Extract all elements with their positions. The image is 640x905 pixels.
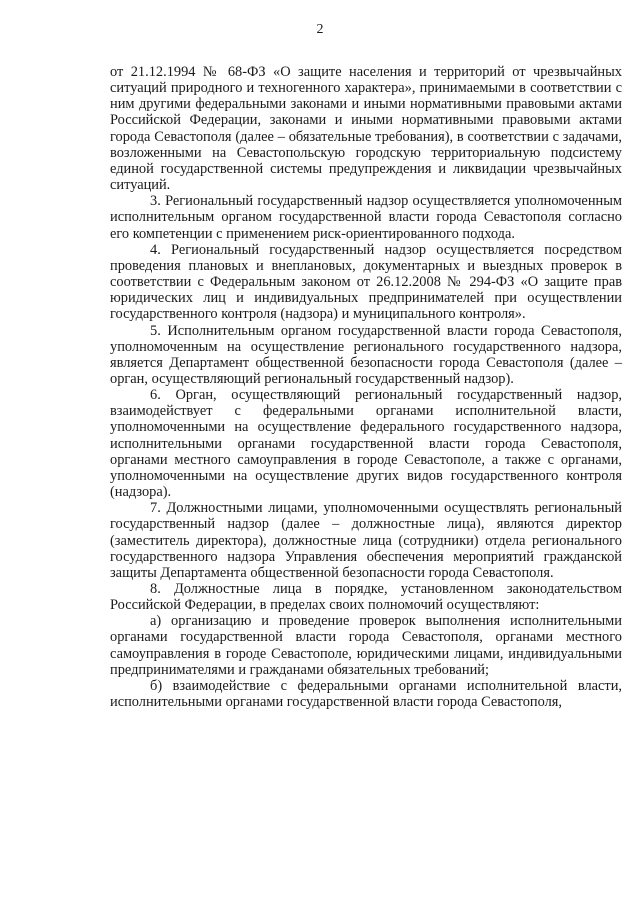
paragraph-8: 8. Должностные лица в порядке, установленном законодательством Российской Федерации, в пределах своих полномочий осуществляют: bbox=[110, 581, 622, 614]
document-body bbox=[110, 64, 622, 710]
paragraph-8b: б) взаимодействие с федеральными органами исполнительной власти, исполнительными органами государственной власти города Севастополя, bbox=[110, 677, 622, 711]
paragraph-7: 7. Должностными лицами, уполномоченными осуществлять региональный государственный надзор (далее – должностные лица), являются директор (заместитель директора), должностные лица (сотрудники) отдела регионального государственного надзора Управления обеспечения мероприятий гражданской защиты Департамента общественной безопасности города Севастополя. bbox=[110, 500, 622, 581]
paragraph-6: 6. Орган, осуществляющий региональный государственный надзор, взаимодействует с федеральными органами исполнительной власти, уполномоченными на осуществление федерального государственного надзора, исполнительными органами государственной власти города Севастополя, органами местного самоуправления в городе Севастополе, а также с органами, уполномоченными на осуществление других видов государственного контроля (надзора). bbox=[110, 387, 622, 501]
paragraph-8a: а) организацию и проведение проверок выполнения исполнительными органами государственной власти города Севастополя, органами местного самоуправления в городе Севастополе, юридическими лицами, индивидуальными предпринимателями и гражданами обязательных требований; bbox=[110, 613, 622, 678]
paragraph-5: 5. Исполнительным органом государственной власти города Севастополя, уполномоченным на осуществление регионального государственного надзора, является Департамент общественной безопасности города Севастополя (далее – орган, осуществляющий региональный государственный надзор). bbox=[110, 322, 622, 387]
paragraph-continuation: от 21.12.1994 № 68-ФЗ «О защите населения и территорий от чрезвычайных ситуаций природного и техногенного характера», принимаемыми в соответствии с ним другими федеральными законами и иными нормативными правовыми актами Российской Федерации, законами и иными нормативными правовыми актами города Севастополя (далее – обязательные требования), в соответствии с задачами, возложенными на Севастопольскую городскую территориальную подсистему единой государственной системы предупреждения и ликвидации чрезвычайных ситуаций. bbox=[110, 64, 622, 194]
paragraph-3: 3. Региональный государственный надзор осуществляется уполномоченным исполнительным органом государственной власти города Севастополя согласно его компетенции с применением риск-ориентированного подхода. bbox=[110, 193, 622, 242]
page-number: 2 bbox=[316, 22, 324, 37]
paragraph-4: 4. Региональный государственный надзор осуществляется посредством проведения плановых и внеплановых, документарных и выездных проверок в соответствии с Федеральным законом от 26.12.2008 № 294-ФЗ «О защите прав юридических лиц и индивидуальных предпринимателей при осуществлении государственного контроля (надзора) и муниципального контроля». bbox=[110, 241, 622, 323]
